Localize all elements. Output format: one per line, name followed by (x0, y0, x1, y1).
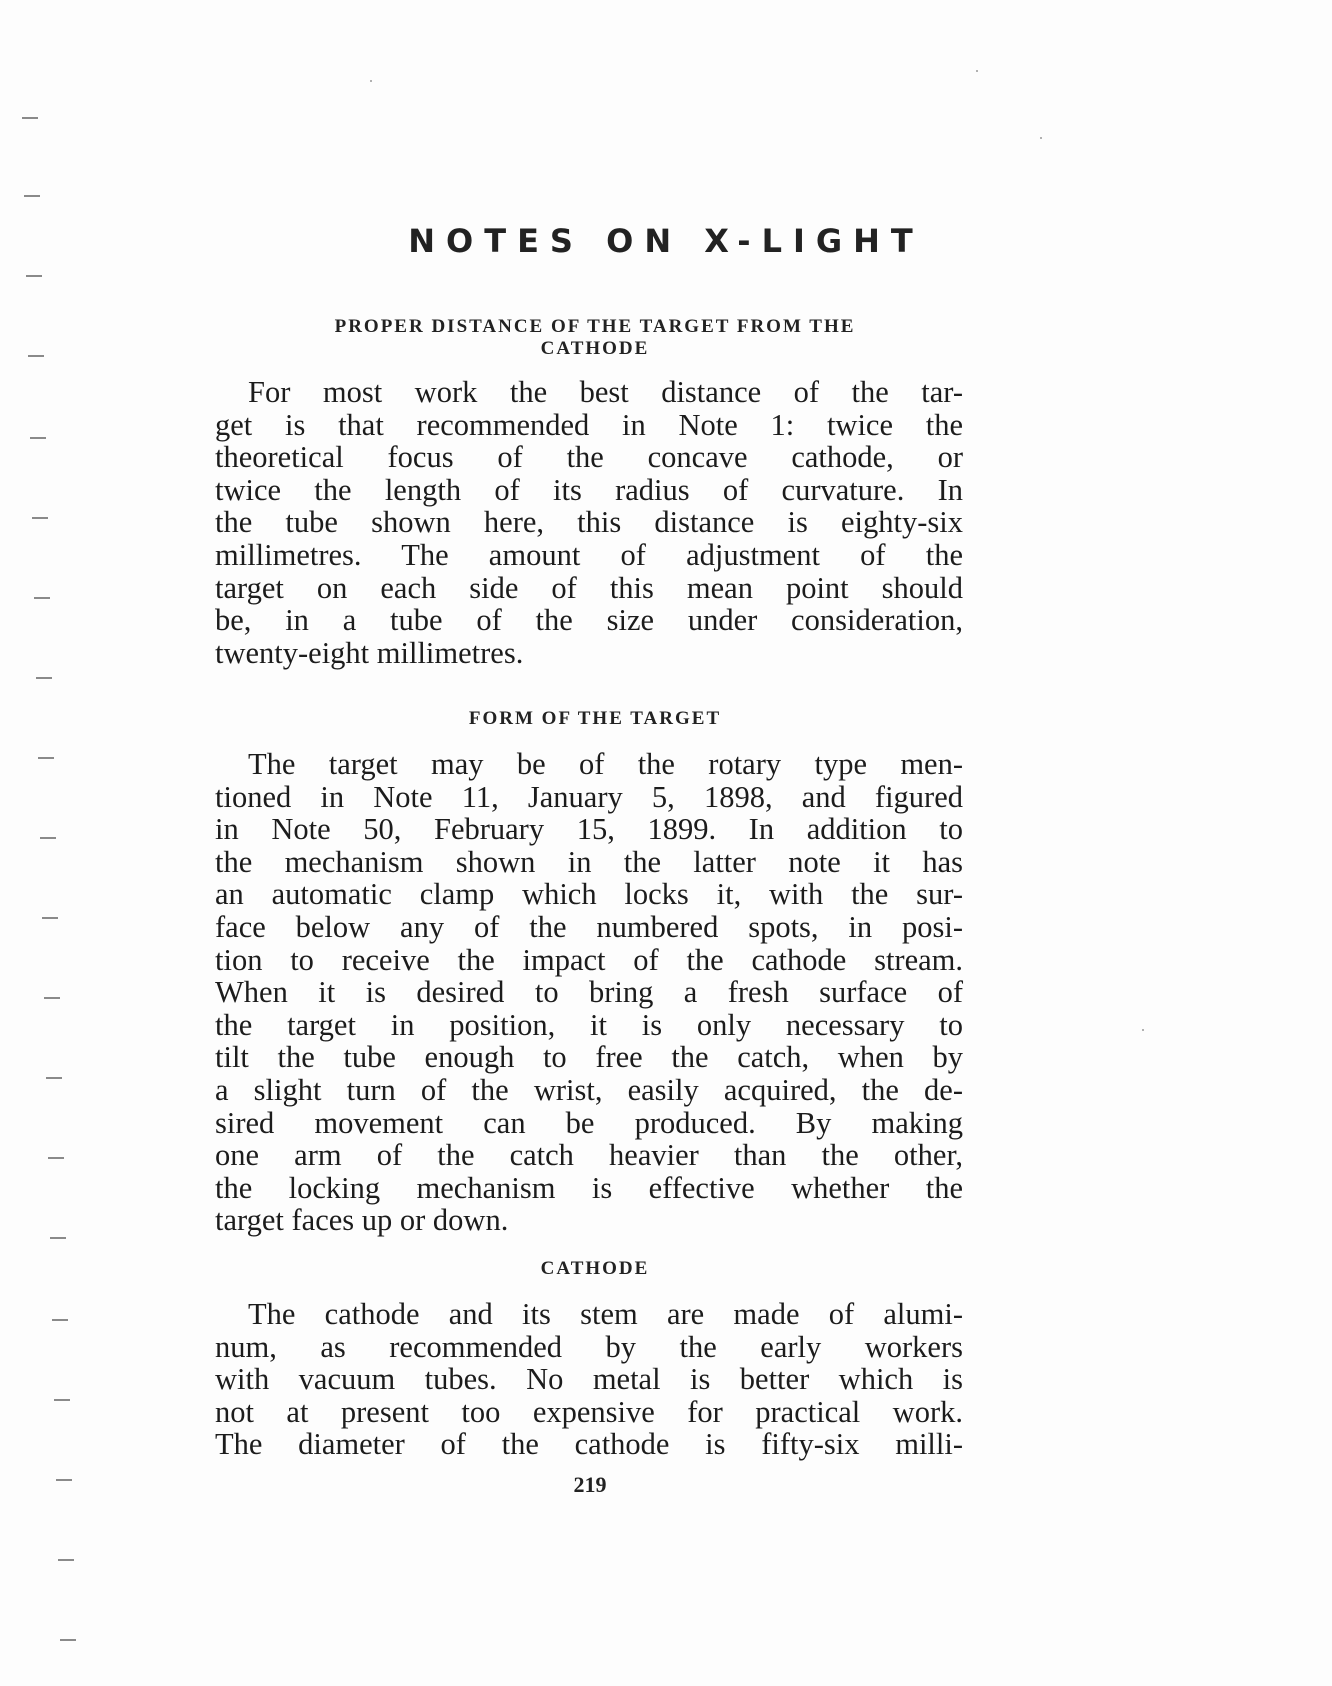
text-line: tion to receive the impact of the cathode stream. (215, 942, 963, 977)
paragraph (215, 376, 963, 669)
text-line: The diameter of the cathode is fifty-six milli- (215, 1427, 963, 1462)
binding-mark (52, 1319, 68, 1321)
text-line: millimetres. The amount of adjustment of the (215, 537, 963, 572)
binding-mark (46, 1077, 62, 1079)
binding-mark (54, 1399, 70, 1401)
text-line: When it is desired to bring a fresh surface of (215, 975, 963, 1010)
binding-mark (50, 1237, 66, 1239)
text-line: The target may be of the rotary type men- (248, 747, 963, 781)
binding-mark (58, 1559, 74, 1561)
text-line: tilt the tube enough to free the catch, when by (215, 1040, 963, 1075)
text-line: get is that recommended in Note 1: twice the (215, 407, 963, 442)
paragraph (215, 748, 963, 1237)
text-line: num, as recommended by the early workers (215, 1329, 963, 1364)
text-line: face below any of the numbered spots, in posi- (215, 909, 963, 944)
page-number: 219 (573, 1472, 607, 1497)
paragraph (215, 1298, 963, 1461)
text-line: not at present too expensive for practical work. (215, 1394, 963, 1429)
scan-speck (370, 80, 372, 82)
scan-speck (1040, 137, 1042, 139)
binding-mark (36, 677, 52, 679)
binding-mark (42, 917, 58, 919)
text-line: target on each side of this mean point should (215, 570, 963, 605)
text-line: the target in position, it is only necessary to (215, 1007, 963, 1042)
section-heading-line: CATHODE (540, 338, 650, 359)
binding-mark (22, 117, 38, 119)
text-line: be, in a tube of the size under consideration, (215, 603, 963, 638)
section-heading-line: FORM OF THE TARGET (468, 708, 722, 729)
text-line: a slight turn of the wrist, easily acquired, the de- (215, 1072, 963, 1107)
text-line: an automatic clamp which locks it, with the sur- (215, 877, 963, 912)
text-line: For most work the best distance of the tar- (248, 375, 963, 409)
binding-mark (32, 517, 48, 519)
text-line: the mechanism shown in the latter note it has (215, 844, 963, 879)
text-line: one arm of the catch heavier than the other, (215, 1138, 963, 1173)
binding-mark (48, 1157, 64, 1159)
binding-mark (26, 275, 42, 277)
binding-mark (28, 355, 44, 357)
text-line: twice the length of its radius of curvature. In (215, 472, 963, 507)
text-line: the tube shown here, this distance is eighty-six (215, 505, 963, 540)
scan-speck (976, 70, 978, 72)
binding-mark (24, 195, 40, 197)
text-line: in Note 50, February 15, 1899. In addition to (215, 812, 963, 847)
text-line: the locking mechanism is effective whether the (215, 1170, 963, 1205)
section-heading (215, 1258, 975, 1280)
text-line: with vacuum tubes. No metal is better which is (215, 1362, 963, 1397)
binding-mark (30, 437, 46, 439)
section-heading-line: PROPER DISTANCE OF THE TARGET FROM THE (334, 316, 856, 337)
text-line: sired movement can be produced. By making (215, 1105, 963, 1140)
text-line: target faces up or down. (215, 1203, 509, 1238)
scan-speck (1142, 1029, 1144, 1031)
text-line: theoretical focus of the concave cathode, or (215, 440, 963, 475)
section-heading (215, 708, 975, 730)
section-heading (215, 316, 975, 360)
text-line: The cathode and its stem are made of alumi- (248, 1297, 963, 1331)
binding-mark (34, 597, 50, 599)
binding-mark (60, 1639, 76, 1641)
binding-mark (44, 997, 60, 999)
page-title: NOTES ON X-LIGHT (408, 222, 924, 260)
binding-mark (38, 757, 54, 759)
text-line: tioned in Note 11, January 5, 1898, and figured (215, 779, 963, 814)
section-heading-line: CATHODE (540, 1258, 650, 1279)
text-line: twenty-eight millimetres. (215, 635, 524, 670)
binding-mark (40, 837, 56, 839)
